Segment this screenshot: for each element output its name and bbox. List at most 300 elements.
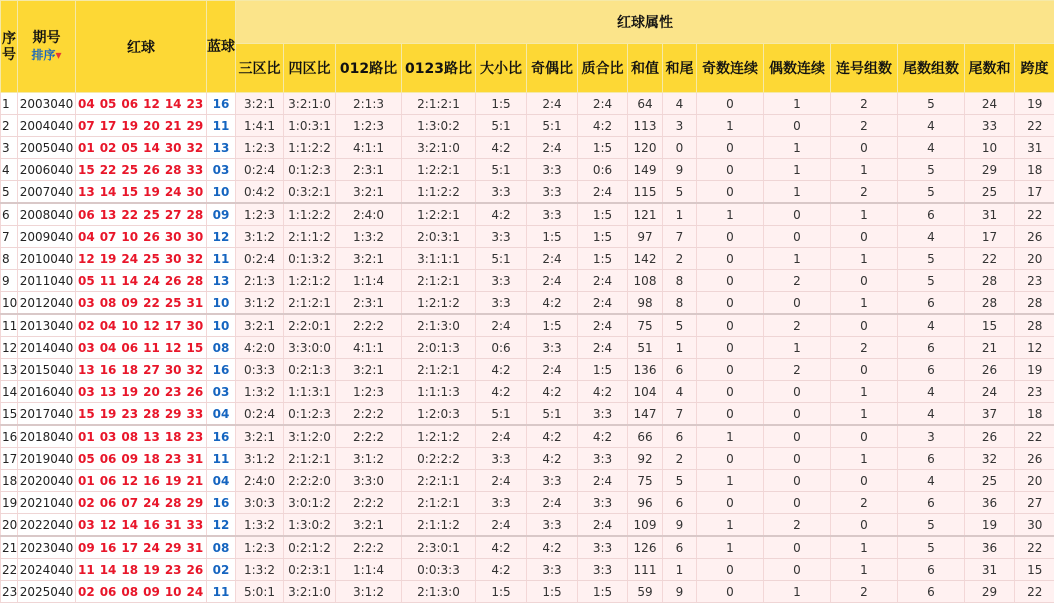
attr-cell: 1 xyxy=(831,559,898,581)
attr-cell: 104 xyxy=(628,381,663,403)
attr-cell: 5 xyxy=(898,514,965,537)
attr-cell: 3:1:2:0 xyxy=(284,425,336,448)
blue-ball-number: 13 xyxy=(207,270,236,292)
red-ball-number: 06 xyxy=(121,341,138,355)
attr-cell: 2:3:0:1 xyxy=(402,536,476,559)
attr-cell: 1:2:3 xyxy=(336,381,402,403)
red-ball-number: 19 xyxy=(143,563,160,577)
attr-cell: 5 xyxy=(898,536,965,559)
attr-cell: 5 xyxy=(898,159,965,181)
attr-cell: 0 xyxy=(764,559,831,581)
attr-cell: 0 xyxy=(697,159,764,181)
red-ball-number: 03 xyxy=(78,341,95,355)
attr-cell: 17 xyxy=(1015,181,1054,204)
attr-cell: 6 xyxy=(898,581,965,603)
attr-cell: 3:3 xyxy=(476,448,527,470)
attr-cell: 17 xyxy=(965,226,1015,248)
attr-cell: 4:2 xyxy=(476,203,527,226)
red-ball-number: 02 xyxy=(78,585,95,599)
issue-number: 2019040 xyxy=(18,448,76,470)
red-ball-number: 31 xyxy=(165,518,182,532)
attr-cell: 1:0:3:1 xyxy=(284,115,336,137)
attr-cell: 2:2:2 xyxy=(336,536,402,559)
attr-cell: 0:2:4 xyxy=(236,403,284,426)
red-ball-number: 28 xyxy=(187,208,204,222)
attr-cell: 75 xyxy=(628,314,663,337)
attr-cell: 4 xyxy=(898,226,965,248)
attr-cell: 1 xyxy=(663,559,697,581)
attr-cell: 4:2 xyxy=(476,536,527,559)
red-ball-number: 32 xyxy=(187,363,204,377)
red-ball-number: 33 xyxy=(187,407,204,421)
attr-cell: 0:2:1:2 xyxy=(284,536,336,559)
attr-cell: 4 xyxy=(898,403,965,426)
attr-cell: 1:3:2 xyxy=(236,559,284,581)
attr-cell: 1:5 xyxy=(578,226,628,248)
attr-cell: 0:1:3:2 xyxy=(284,248,336,270)
attr-cell: 2:4 xyxy=(527,492,578,514)
attr-cell: 0 xyxy=(764,492,831,514)
attr-cell: 4 xyxy=(898,314,965,337)
attr-cell: 4:2 xyxy=(476,381,527,403)
attr-cell: 1 xyxy=(831,448,898,470)
red-ball-number: 23 xyxy=(121,407,138,421)
attr-cell: 0:6 xyxy=(476,337,527,359)
attr-cell: 31 xyxy=(965,559,1015,581)
row-index: 16 xyxy=(1,425,18,448)
attr-cell: 5 xyxy=(663,470,697,492)
attr-cell: 1 xyxy=(764,181,831,204)
red-ball-number: 11 xyxy=(78,563,95,577)
attr-cell: 27 xyxy=(1015,492,1054,514)
red-ball-number: 29 xyxy=(165,541,182,555)
red-balls xyxy=(76,381,207,403)
attr-cell: 0 xyxy=(697,337,764,359)
attr-cell: 5:1 xyxy=(476,248,527,270)
attr-cell: 6 xyxy=(898,359,965,381)
attr-cell: 37 xyxy=(965,403,1015,426)
table-row xyxy=(1,226,1054,248)
attr-cell: 1:3:2 xyxy=(236,514,284,537)
table-row xyxy=(1,93,1054,115)
attr-cell: 3:2:1 xyxy=(236,425,284,448)
table-row xyxy=(1,425,1054,448)
row-index: 4 xyxy=(1,159,18,181)
red-ball-number: 30 xyxy=(165,230,182,244)
attr-cell: 15 xyxy=(1015,559,1054,581)
header-attr-col: 四区比 xyxy=(284,44,336,93)
attr-cell: 24 xyxy=(965,93,1015,115)
red-ball-number: 15 xyxy=(78,163,95,177)
table-body xyxy=(1,93,1054,603)
attr-cell: 2:3:1 xyxy=(336,292,402,315)
red-ball-number: 13 xyxy=(100,208,117,222)
table-row xyxy=(1,137,1054,159)
red-ball-number: 14 xyxy=(100,185,117,199)
blue-ball-number: 10 xyxy=(207,292,236,315)
header-attr-col: 尾数和 xyxy=(965,44,1015,93)
attr-cell: 0 xyxy=(831,226,898,248)
attr-cell: 1:5 xyxy=(578,581,628,603)
red-ball-number: 09 xyxy=(121,296,138,310)
issue-number: 2004040 xyxy=(18,115,76,137)
blue-ball-number: 12 xyxy=(207,226,236,248)
attr-cell: 29 xyxy=(965,581,1015,603)
blue-ball-number: 11 xyxy=(207,448,236,470)
attr-cell: 1:5 xyxy=(476,581,527,603)
red-ball-number: 28 xyxy=(165,163,182,177)
red-ball-number: 22 xyxy=(143,296,160,310)
red-balls xyxy=(76,181,207,204)
red-ball-number: 19 xyxy=(121,119,138,133)
sort-desc-icon[interactable]: ▾ xyxy=(55,48,61,62)
blue-ball-number: 11 xyxy=(207,581,236,603)
attr-cell: 5 xyxy=(663,314,697,337)
attr-cell: 3:1:2 xyxy=(336,448,402,470)
attr-cell: 23 xyxy=(1015,270,1054,292)
row-index: 1 xyxy=(1,93,18,115)
attr-cell: 0 xyxy=(764,425,831,448)
attr-cell: 0 xyxy=(831,270,898,292)
attr-cell: 4 xyxy=(898,470,965,492)
attr-cell: 1:2:3 xyxy=(236,536,284,559)
row-index: 20 xyxy=(1,514,18,537)
issue-number: 2010040 xyxy=(18,248,76,270)
row-index: 22 xyxy=(1,559,18,581)
attr-cell: 1:5 xyxy=(578,359,628,381)
attr-cell: 1:5 xyxy=(476,93,527,115)
attr-cell: 2:1:2:1 xyxy=(402,359,476,381)
attr-cell: 2:4 xyxy=(578,514,628,537)
attr-cell: 22 xyxy=(1015,203,1054,226)
red-ball-number: 14 xyxy=(100,563,117,577)
attr-cell: 2:1:3:0 xyxy=(402,581,476,603)
row-index: 3 xyxy=(1,137,18,159)
attr-cell: 149 xyxy=(628,159,663,181)
header-attr-col: 三区比 xyxy=(236,44,284,93)
issue-number: 2016040 xyxy=(18,381,76,403)
attr-cell: 3 xyxy=(898,425,965,448)
attr-cell: 1 xyxy=(831,159,898,181)
attr-cell: 3:3 xyxy=(527,203,578,226)
attr-cell: 1 xyxy=(697,115,764,137)
red-ball-number: 04 xyxy=(78,97,95,111)
attr-cell: 22 xyxy=(1015,536,1054,559)
attr-cell: 2 xyxy=(831,115,898,137)
blue-ball-number: 11 xyxy=(207,248,236,270)
red-ball-number: 25 xyxy=(143,252,160,266)
red-ball-number: 15 xyxy=(187,341,204,355)
attr-cell: 2:4 xyxy=(527,270,578,292)
red-ball-number: 30 xyxy=(187,185,204,199)
attr-cell: 1:5 xyxy=(578,248,628,270)
table-row xyxy=(1,115,1054,137)
attr-cell: 30 xyxy=(1015,514,1054,537)
red-ball-number: 09 xyxy=(143,585,160,599)
attr-cell: 28 xyxy=(1015,292,1054,315)
attr-cell: 2:4 xyxy=(578,470,628,492)
attr-cell: 2 xyxy=(764,359,831,381)
attr-cell: 5 xyxy=(898,248,965,270)
attr-cell: 2:1:3:0 xyxy=(402,314,476,337)
attr-cell: 10 xyxy=(965,137,1015,159)
blue-ball-number: 08 xyxy=(207,337,236,359)
row-index: 6 xyxy=(1,203,18,226)
attr-cell: 26 xyxy=(1015,226,1054,248)
attr-cell: 4 xyxy=(663,381,697,403)
attr-cell: 2:2:2 xyxy=(336,314,402,337)
red-ball-number: 26 xyxy=(165,274,182,288)
attr-cell: 28 xyxy=(965,270,1015,292)
attr-cell: 2:2:0:1 xyxy=(284,314,336,337)
attr-cell: 0 xyxy=(697,226,764,248)
red-ball-number: 16 xyxy=(100,541,117,555)
attr-cell: 2:4 xyxy=(578,93,628,115)
red-ball-number: 13 xyxy=(143,430,160,444)
attr-cell: 2:4 xyxy=(578,270,628,292)
attr-cell: 2:4 xyxy=(578,337,628,359)
red-ball-number: 26 xyxy=(187,385,204,399)
attr-cell: 136 xyxy=(628,359,663,381)
attr-cell: 92 xyxy=(628,448,663,470)
attr-cell: 5:1 xyxy=(476,403,527,426)
attr-cell: 1:3:2 xyxy=(336,226,402,248)
red-ball-number: 05 xyxy=(121,141,138,155)
attr-cell: 6 xyxy=(663,425,697,448)
attr-cell: 2 xyxy=(831,492,898,514)
row-index: 10 xyxy=(1,292,18,315)
red-ball-number: 03 xyxy=(100,430,117,444)
blue-ball-number: 09 xyxy=(207,203,236,226)
red-ball-number: 05 xyxy=(78,274,95,288)
issue-number: 2022040 xyxy=(18,514,76,537)
attr-cell: 3:2:1:0 xyxy=(284,581,336,603)
red-balls xyxy=(76,492,207,514)
attr-cell: 1:2:3 xyxy=(236,203,284,226)
table-row xyxy=(1,292,1054,315)
row-index: 11 xyxy=(1,314,18,337)
attr-cell: 20 xyxy=(1015,248,1054,270)
row-index: 21 xyxy=(1,536,18,559)
attr-cell: 28 xyxy=(1015,314,1054,337)
attr-cell: 147 xyxy=(628,403,663,426)
attr-cell: 25 xyxy=(965,470,1015,492)
red-ball-number: 24 xyxy=(143,274,160,288)
attr-cell: 1:2:2:1 xyxy=(402,159,476,181)
attr-cell: 3:3 xyxy=(527,559,578,581)
attr-cell: 3:3 xyxy=(476,292,527,315)
attr-cell: 1:5 xyxy=(527,314,578,337)
red-balls xyxy=(76,337,207,359)
red-ball-number: 12 xyxy=(143,319,160,333)
attr-cell: 3:3 xyxy=(527,514,578,537)
red-ball-number: 14 xyxy=(121,518,138,532)
attr-cell: 7 xyxy=(663,226,697,248)
red-ball-number: 33 xyxy=(187,163,204,177)
attr-cell: 3:2:1 xyxy=(236,314,284,337)
attr-cell: 9 xyxy=(663,514,697,537)
red-balls xyxy=(76,536,207,559)
red-ball-number: 13 xyxy=(78,363,95,377)
red-ball-number: 24 xyxy=(143,496,160,510)
header-attr-col: 奇偶比 xyxy=(527,44,578,93)
table-row xyxy=(1,470,1054,492)
header-issue xyxy=(18,1,76,93)
header-blue-ball: 蓝球 xyxy=(207,1,236,93)
blue-ball-number: 04 xyxy=(207,470,236,492)
attr-cell: 1:2:2:1 xyxy=(402,203,476,226)
header-attr-col: 和尾 xyxy=(663,44,697,93)
attr-cell: 1:2:1:2 xyxy=(284,270,336,292)
attr-cell: 3:3:0:0 xyxy=(284,337,336,359)
issue-number: 2003040 xyxy=(18,93,76,115)
attr-cell: 1 xyxy=(764,159,831,181)
red-ball-number: 26 xyxy=(143,163,160,177)
attr-cell: 0:1:2:3 xyxy=(284,159,336,181)
red-balls xyxy=(76,203,207,226)
red-balls xyxy=(76,248,207,270)
attr-cell: 5 xyxy=(898,270,965,292)
table-row xyxy=(1,314,1054,337)
attr-cell: 4:1:1 xyxy=(336,337,402,359)
attr-cell: 3:3 xyxy=(578,559,628,581)
red-ball-number: 14 xyxy=(121,274,138,288)
attr-cell: 2:4 xyxy=(527,248,578,270)
red-ball-number: 09 xyxy=(121,452,138,466)
red-ball-number: 06 xyxy=(100,474,117,488)
attr-cell: 0 xyxy=(697,292,764,315)
red-ball-number: 06 xyxy=(78,208,95,222)
red-ball-number: 10 xyxy=(165,585,182,599)
attr-cell: 3:1:2 xyxy=(236,226,284,248)
red-balls xyxy=(76,270,207,292)
attr-cell: 0 xyxy=(697,559,764,581)
blue-ball-number: 12 xyxy=(207,514,236,537)
red-ball-number: 23 xyxy=(165,563,182,577)
attr-cell: 1 xyxy=(663,337,697,359)
attr-cell: 2:2:2:0 xyxy=(284,470,336,492)
attr-cell: 1:5 xyxy=(578,137,628,159)
attr-cell: 2:1:2:1 xyxy=(284,292,336,315)
attr-cell: 0 xyxy=(697,248,764,270)
red-ball-number: 25 xyxy=(121,163,138,177)
red-ball-number: 17 xyxy=(165,319,182,333)
red-ball-number: 15 xyxy=(78,407,95,421)
blue-ball-number: 08 xyxy=(207,536,236,559)
attr-cell: 4:2 xyxy=(527,292,578,315)
red-ball-number: 26 xyxy=(143,230,160,244)
attr-cell: 0 xyxy=(831,514,898,537)
attr-cell: 1:5 xyxy=(527,226,578,248)
red-ball-number: 29 xyxy=(187,119,204,133)
attr-cell: 4:2 xyxy=(476,559,527,581)
red-ball-number: 19 xyxy=(165,474,182,488)
attr-cell: 0 xyxy=(697,381,764,403)
attr-cell: 5:1 xyxy=(476,159,527,181)
red-ball-number: 28 xyxy=(165,496,182,510)
red-ball-number: 01 xyxy=(78,430,95,444)
table-row xyxy=(1,492,1054,514)
red-ball-number: 02 xyxy=(78,319,95,333)
red-ball-number: 30 xyxy=(187,319,204,333)
attr-cell: 4:2 xyxy=(578,115,628,137)
red-ball-number: 31 xyxy=(187,541,204,555)
attr-cell: 4 xyxy=(663,93,697,115)
attr-cell: 2:1:1:2 xyxy=(402,514,476,537)
attr-cell: 15 xyxy=(965,314,1015,337)
attr-cell: 5 xyxy=(663,181,697,204)
attr-cell: 7 xyxy=(663,403,697,426)
table-row xyxy=(1,359,1054,381)
attr-cell: 2:4:0 xyxy=(236,470,284,492)
red-ball-number: 02 xyxy=(78,496,95,510)
attr-cell: 0 xyxy=(764,381,831,403)
row-index: 18 xyxy=(1,470,18,492)
sort-label[interactable]: 排序 xyxy=(31,48,55,62)
attr-cell: 6 xyxy=(898,448,965,470)
sort-link[interactable] xyxy=(18,47,75,64)
attr-cell: 21 xyxy=(965,337,1015,359)
attr-cell: 2 xyxy=(831,93,898,115)
attr-cell: 3:2:1 xyxy=(236,93,284,115)
attr-cell: 19 xyxy=(965,514,1015,537)
attr-cell: 0:2:4 xyxy=(236,159,284,181)
attr-cell: 126 xyxy=(628,536,663,559)
attr-cell: 3:3 xyxy=(476,270,527,292)
red-ball-number: 30 xyxy=(165,141,182,155)
attr-cell: 1 xyxy=(831,248,898,270)
attr-cell: 9 xyxy=(663,159,697,181)
red-ball-number: 23 xyxy=(165,385,182,399)
red-ball-number: 24 xyxy=(143,541,160,555)
attr-cell: 0:2:2:2 xyxy=(402,448,476,470)
red-ball-number: 32 xyxy=(187,141,204,155)
attr-cell: 8 xyxy=(663,292,697,315)
attr-cell: 32 xyxy=(965,448,1015,470)
red-ball-number: 19 xyxy=(143,185,160,199)
red-ball-number: 06 xyxy=(100,585,117,599)
red-ball-number: 14 xyxy=(165,97,182,111)
red-ball-number: 14 xyxy=(143,141,160,155)
attr-cell: 26 xyxy=(965,425,1015,448)
red-ball-number: 04 xyxy=(100,319,117,333)
attr-cell: 26 xyxy=(1015,448,1054,470)
red-ball-number: 05 xyxy=(78,452,95,466)
attr-cell: 4:2 xyxy=(476,137,527,159)
red-ball-number: 15 xyxy=(121,185,138,199)
attr-cell: 5 xyxy=(898,93,965,115)
attr-cell: 3:2:1:0 xyxy=(402,137,476,159)
attr-cell: 22 xyxy=(1015,425,1054,448)
red-ball-number: 23 xyxy=(165,452,182,466)
attr-cell: 0:6 xyxy=(578,159,628,181)
row-index: 12 xyxy=(1,337,18,359)
red-balls xyxy=(76,559,207,581)
attr-cell: 3:2:1:0 xyxy=(284,93,336,115)
red-ball-number: 07 xyxy=(100,230,117,244)
attr-cell: 22 xyxy=(965,248,1015,270)
attr-cell: 2 xyxy=(663,448,697,470)
attr-cell: 2:1:2:1 xyxy=(402,93,476,115)
attr-cell: 4 xyxy=(898,115,965,137)
attr-cell: 6 xyxy=(663,359,697,381)
attr-cell: 5:0:1 xyxy=(236,581,284,603)
attr-cell: 109 xyxy=(628,514,663,537)
red-ball-number: 22 xyxy=(121,208,138,222)
attr-cell: 18 xyxy=(1015,159,1054,181)
attr-cell: 98 xyxy=(628,292,663,315)
red-ball-number: 31 xyxy=(187,452,204,466)
